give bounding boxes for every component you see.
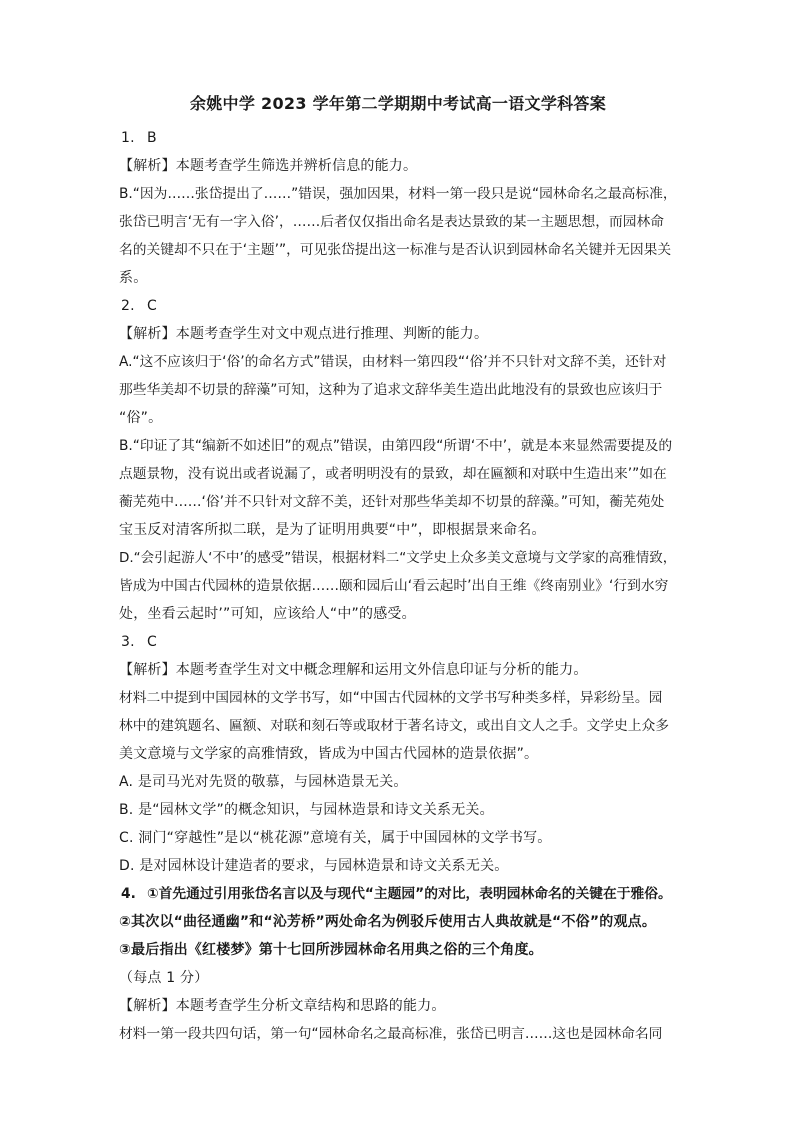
question-number: 2. — [121, 298, 135, 314]
explanation-line: 那些华美却不切景的辞藻”可知，这种为了追求文辞华美生造出此地没有的景致也应该归于 — [119, 382, 663, 398]
explanation-line: B.“印证了其“编新不如述旧”的观点”错误，由第四段“所谓‘不中’，就是本来显然需要提及的 — [119, 438, 673, 454]
explanation-line: 材料一第一段共四句话，第一句“园林命名之最高标准，张岱已明言……这也是园林命名同 — [119, 1026, 663, 1042]
answer-3 — [119, 628, 677, 656]
explanation-line: 【解析】本题考查学生分析文章结构和思路的能力。 — [119, 998, 446, 1014]
option-analysis: C. 洞门“穿越性”是以“桃花源”意境有关，属于中国园林的文学书写。 — [119, 830, 552, 846]
answer-choice: C — [147, 298, 157, 314]
explanation-line: 材料二中提到中国园林的文学书写，如“中国古代园林的文学书写种类多样，异彩纷呈。园 — [119, 690, 663, 706]
explanation-line: 宝玉反对清客所拟二联，是为了证明用典要“中”，即根据景来命名。 — [119, 522, 546, 538]
score-note: （每点 1 分） — [119, 970, 209, 986]
answer-point: ①首先通过引用张岱名言以及与现代“主题园”的对比，表明园林命名的关键在于雅俗。 — [147, 886, 672, 902]
explanation-line: 林中的建筑题名、匾额、对联和刻石等或取材于著名诗文，或出自文人之手。文学史上众多 — [119, 718, 670, 734]
explanation-line: “俗”。 — [119, 410, 163, 426]
answer-point: ③最后指出《红楼梦》第十七回所涉园林命名用典之俗的三个角度。 — [119, 942, 543, 958]
answer-1 — [119, 124, 677, 152]
explanation-line: B.“因为……张岱提出了……”错误，强加因果，材料一第一段只是说“园林命名之最高标准， — [119, 186, 677, 202]
answer-choice: C — [147, 634, 157, 650]
explanation-line: 系。 — [119, 270, 148, 286]
explanation-line: 蘅芜苑中……‘俗’并不只针对文辞不美，还针对那些华美却不切景的辞藻。”可知，蘅芜苑处 — [119, 494, 665, 510]
answer-2 — [119, 292, 677, 320]
option-analysis: A. 是司马光对先贤的敬慕，与园林造景无关。 — [119, 774, 408, 790]
explanation-line: 美文意境与文学家的高雅情致，皆成为中国古代园林的造景依据”。 — [119, 746, 539, 762]
explanation-line: 点题景物，没有说出或者说漏了，或者明明没有的景致，却在匾额和对联中生造出来’”如在 — [119, 466, 667, 482]
answer-sheet — [119, 93, 677, 1048]
question-number: 3. — [121, 634, 135, 650]
option-analysis: B. 是“园林文学”的概念知识，与园林造景和诗文关系无关。 — [119, 802, 494, 818]
question-number: 1. — [121, 130, 135, 146]
answer-point: ②其次以“曲径通幽”和“沁芳桥”两处命名为例驳斥使用古人典故就是“不俗”的观点。 — [119, 914, 657, 930]
explanation-line: 皆成为中国古代园林的造景依据……颐和园后山‘看云起时’出自王维《终南别业》‘行到水穷 — [119, 578, 669, 594]
answer-4 — [119, 880, 677, 908]
explanation-line: 【解析】本题考查学生筛选并辨析信息的能力。 — [119, 158, 418, 174]
explanation-line: 【解析】本题考查学生对文中概念理解和运用文外信息印证与分析的能力。 — [119, 662, 588, 678]
explanation-line: 处，坐看云起时’”可知，应该给人“中”的感受。 — [119, 606, 416, 622]
option-analysis: D. 是对园林设计建造者的要求，与园林造景和诗文关系无关。 — [119, 858, 509, 874]
explanation-line: A.“这不应该归于‘俗’的命名方式”错误，由材料一第四段“‘俗’并不只针对文辞不美，还针对 — [119, 354, 667, 370]
explanation-line: D.“会引起游人‘不中’的感受”错误，根据材料二“文学史上众多美文意境与文学家的高雅情致， — [119, 550, 677, 566]
explanation-line: 张岱已明言‘无有一字入俗’，……后者仅仅指出命名是表达景致的某一主题思想，而园林命 — [119, 214, 664, 230]
page-title: 余姚中学 2023 学年第二学期期中考试高一语文学科答案 — [189, 94, 607, 113]
answer-choice: B — [147, 130, 157, 146]
explanation-line: 【解析】本题考查学生对文中观点进行推理、判断的能力。 — [119, 326, 489, 342]
question-number: 4. — [121, 886, 136, 902]
explanation-line: 名的关键却不只在于‘主题’”，可见张岱提出这一标准与是否认识到园林命名关键并无因果关 — [119, 242, 672, 258]
